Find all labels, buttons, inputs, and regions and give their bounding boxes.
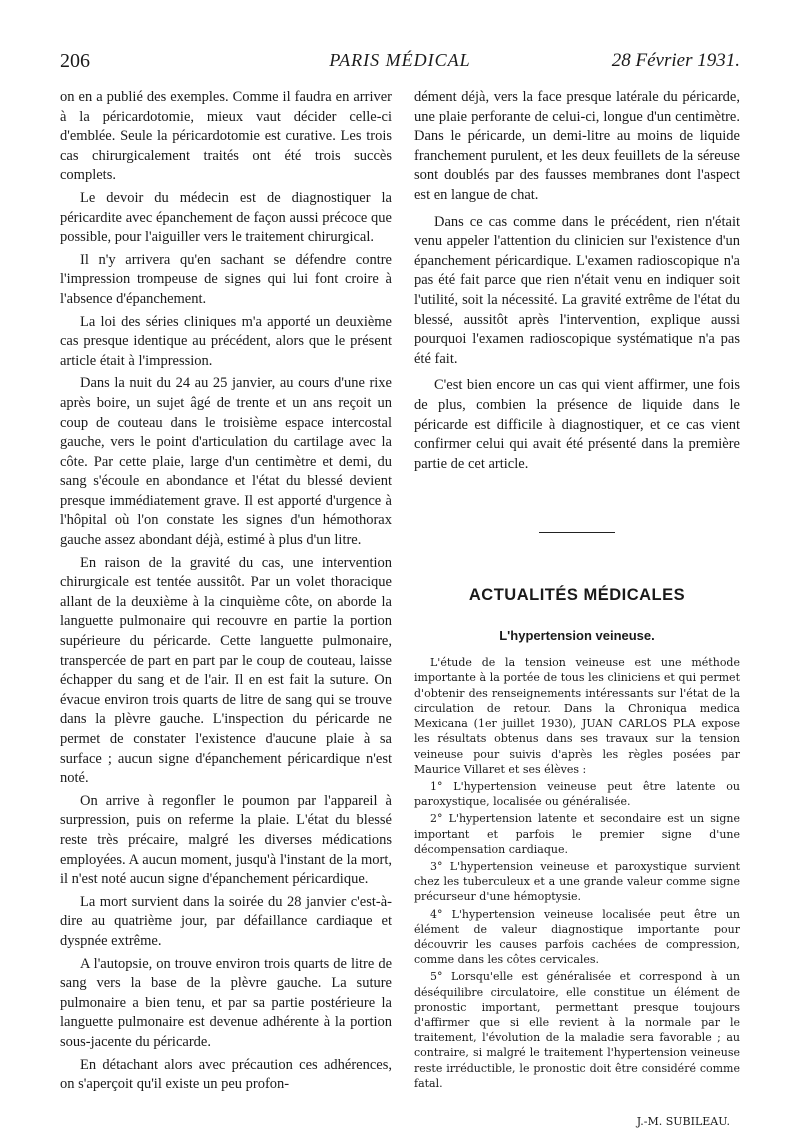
paragraph: En détachant alors avec précaution ces adhérences, on s'aperçoit qu'il existe un peu profon-	[60, 1056, 392, 1093]
article-paragraph: 4° L'hypertension veineuse localisée peut être un élément de valeur diagnostique importante pour découvrir les causes parfois cachées de compression, comme dans les côtes cervicales.	[414, 907, 740, 967]
paragraph: dément déjà, vers la face presque latérale du péricarde, une plaie perforante de celui-ci, longue d'un centimètre. Dans le péricarde, un demi-litre au moins de liquide franchement purulent, et les deux feuillets de la séreuse sont doublés par des fausses membranes dont l'aspect est en langue de chat.	[414, 89, 740, 203]
article-paragraph: 2° L'hypertension latente et secondaire est un signe important et parfois le premier signe d'une décompensation cardiaque.	[414, 812, 740, 856]
paragraph: La loi des séries cliniques m'a apporté un deuxième cas presque identique au précédent, alors que le présent article était à l'impression.	[60, 313, 392, 369]
page-header	[60, 50, 740, 80]
paragraph: A l'autopsie, on trouve environ trois quarts de litre de sang vers la base de la plèvre gauche. La suture pulmonaire a bien tenu, et par sa partie postérieure la languette pulmonaire est devenue adhérente à la portion sous-jacente du péricarde.	[60, 955, 392, 1050]
left-column	[60, 88, 392, 1095]
news-article-body	[414, 655, 740, 1091]
article-paragraph: 3° L'hypertension veineuse et paroxystique survient chez les tuberculeux et a une grande valeur comme signe précurseur d'une hémoptysie.	[414, 859, 740, 904]
issue-date: 28 Février 1931.	[611, 50, 740, 71]
paragraph: On arrive à regonfler le poumon par l'appareil à surpression, puis on referme la plaie. L'état du blessé reste très précaire, malgré les diverses médications employées. A aucun moment, jusqu'à l'instant de la mort, il n'est noté aucun signe d'épanchement péricardique.	[60, 792, 392, 888]
journal-title: PARIS MÉDICAL	[329, 50, 471, 70]
article-paragraph: L'étude de la tension veineuse est une méthode importante à la portée de tous les cliniciens et qui permet d'obtenir des renseignements intéressants sur l'état de la circulation de retour. Dans la Chroniqua medica Mexicana (1er juillet 1930), JUAN CARLOS PLA expose les résultats obtenus dans ses travaux sur la tension veineuse pour suivis d'après les règles posées par Maurice Villaret et ses élèves :	[414, 656, 740, 776]
article-paragraph: 1° L'hypertension veineuse peut être latente ou paroxystique, localisée ou généralisée.	[414, 779, 740, 809]
paragraph: En raison de la gravité du cas, une intervention chirurgicale est tentée aussitôt. Par un volet thoracique allant de la deuxième à la cinquième côte, on aborde la languette pulmonaire qui recouvre en partie la portion supérieure du péricarde. Cette languette pulmonaire, transpercée de part en part par le coup de couteau, laisse échapper du sang et de l'air. Il en est fait la suture. On évacue environ trois quarts de litre de sang qui se trouve dans la plèvre gauche. L'inspection du péricarde ne permet de constater l'existence d'aucune plaie à sa surface ; aucun signe d'épanchement péricardique n'est noté.	[60, 554, 392, 787]
paragraph: C'est bien encore un cas qui vient affirmer, une fois de plus, combien la présence de liquide dans le péricarde est difficile à diagnostiquer, et ce cas vient confirmer celui qui avait été présenté dans la première partie de cet article.	[414, 377, 740, 472]
article-subtitle: L'hypertension veineuse.	[499, 628, 655, 644]
section-divider	[539, 532, 615, 533]
paragraph: Il n'y arrivera qu'en sachant se défendre contre l'impression trompeuse de signes qui lui font croire à l'absence d'épanchement.	[60, 251, 392, 307]
paragraph: Le devoir du médecin est de diagnostiquer la péricardite avec épanchement de façon aussi précoce que possible, pour l'aiguiller vers le traitement chirurgical.	[60, 189, 392, 246]
page-number: 206	[60, 50, 90, 72]
paragraph: on en a publié des exemples. Comme il faudra en arriver à la péricardotomie, mieux vaut décider celle-ci d'emblée. Seule la péricardotomie est curative. Les trois cas chirurgicalement traités ont été trois succès complets.	[60, 89, 392, 184]
author-signature: J.-M. SUBILEAU.	[636, 1114, 730, 1128]
paragraph: Dans la nuit du 24 au 25 janvier, au cours d'une rixe après boire, un sujet âgé de trente et un ans reçoit un coup de couteau dans le troisième espace intercostal gauche, vers le point d'articulation du cartilage avec la côte. Par cette plaie, large d'un centimètre et demi, du sang s'écoule en abondance et l'état du blessé devient presque immédiatement grave. Il est apporté d'urgence à l'hôpital où l'on constate les signes d'un hémothorax gauche assez abondant déjà, estimé à plus d'un litre.	[60, 375, 392, 549]
section-title: ACTUALITÉS MÉDICALES	[468, 586, 686, 605]
paragraph: Dans ce cas comme dans le précédent, rien n'était venu appeler l'attention du clinicien sur l'existence d'un épanchement péricardique. L'examen radioscopique n'a pas été fait parce que rien n'était venu en indiquer soit l'utilité, soit la nécessité. La gravité extrême de l'état du blessé, aussitôt après l'intervention, explique aussi pourquoi l'examen radioscopique systématique n'a pas été fait.	[414, 213, 740, 367]
right-column	[414, 88, 740, 1128]
paragraph: La mort survient dans la soirée du 28 janvier c'est-à-dire au quatrième jour, par défaillance cardiaque et dyspnée extrême.	[60, 893, 392, 949]
article-paragraph: 5° Lorsqu'elle est généralisée et correspond à un déséquilibre circulatoire, elle constitue un élément de pronostic important, permettant presque toujours d'affirmer que si elle revient à la normale par le traitement, l'évolution de la maladie sera favorable ; au contraire, si malgré le traitement l'hypertension veineuse reste irréductible, le pronostic doit être considéré comme fatal.	[414, 970, 740, 1090]
